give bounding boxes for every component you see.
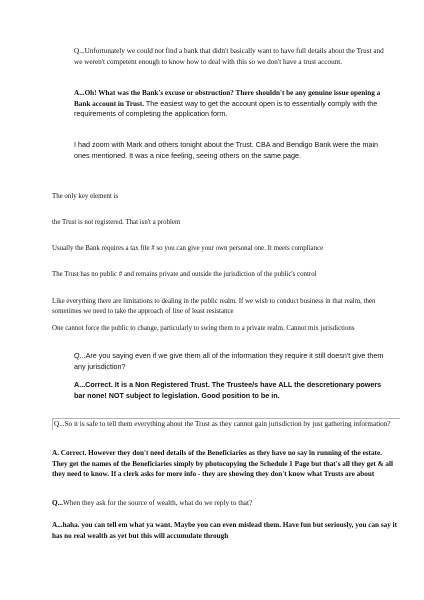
answer-paragraph-bank-excuse xyxy=(74,88,392,120)
tax-file-paragraph: Usually the Bank requires a tax file # so you can give your own personal one. It meets compliance xyxy=(52,245,324,252)
key-element-line: The only key element is xyxy=(52,193,119,200)
trust-not-registered-line: the Trust is not registered. That isn't a problem xyxy=(52,219,181,226)
public-realm-paragraph: Like everything there are limitations to dealing in the public realm. If we wish to conduct business in that realm, then sometimes we need to take the approach of line of least resistance xyxy=(52,298,376,316)
answer-beneficiaries-paragraph: A. Correct. However they don't need details of the Beneficiaries as they have no say in running of the estate. They get the names of the Beneficiaries simply by photocopying the Schedule 1 Page but that's all they get & all they need to know. If a clerk asks for more info - they are showing they don't know what Trusts are about xyxy=(52,449,393,479)
question-text: When they ask for the source of wealth, what do we reply to that? xyxy=(62,499,253,507)
answer-non-registered-trust: A...Correct. It is a Non Registered Trust. The Trustee/s have ALL the descretionary powers bar none! NOT subject to legislation. Good position to be in. xyxy=(74,380,382,400)
question-jurisdiction-paragraph: Q...Are you saying even if we give them all of the information they require it still doesn't give them any jurisdiction? xyxy=(74,351,384,371)
question-source-of-wealth xyxy=(52,498,398,509)
question-safe-to-tell-paragraph: Q...So it is safe to tell them everything about the Trust as they cannot gain jurisdiction by just gathering information? xyxy=(52,418,400,430)
zoom-meeting-paragraph: I had zoom with Mark and others tonight about the Trust. CBA and Bendigo Bank were the main ones mentioned. It was a nice feeling, seeing others on the same page. xyxy=(74,140,379,160)
answer-bold-text: A...Oh! What was the Bank's excuse or obstruction? There shouldn't be any genuine issue opening a Bank account in Trust. xyxy=(74,89,381,108)
public-number-paragraph: The Trust has no public # and remains private and outside the jurisdiction of the public's control xyxy=(52,271,317,278)
question-paragraph-bank-account: Q...Unfortunately we could not find a bank that didn't basically want to have full details about the Trust and we weren't competent enough to know how to deal with this so we don't have a trust account. xyxy=(74,47,384,66)
jurisdictions-paragraph: One cannot force the public to change, particularly to swing them to a private realm. Cannot mix jurisdictions xyxy=(52,325,355,332)
answer-regular-text: The easiest way to get the account open is to essentially comply with the requirements of completing the application form. xyxy=(74,98,378,119)
question-prefix: Q... xyxy=(52,499,63,507)
answer-haha-paragraph: A...haha. you can tell em what ya want. Maybe you can even mislead them. Have fun but seriously, you can say it has no real wealth as yet but this will accumulate through xyxy=(52,521,398,540)
